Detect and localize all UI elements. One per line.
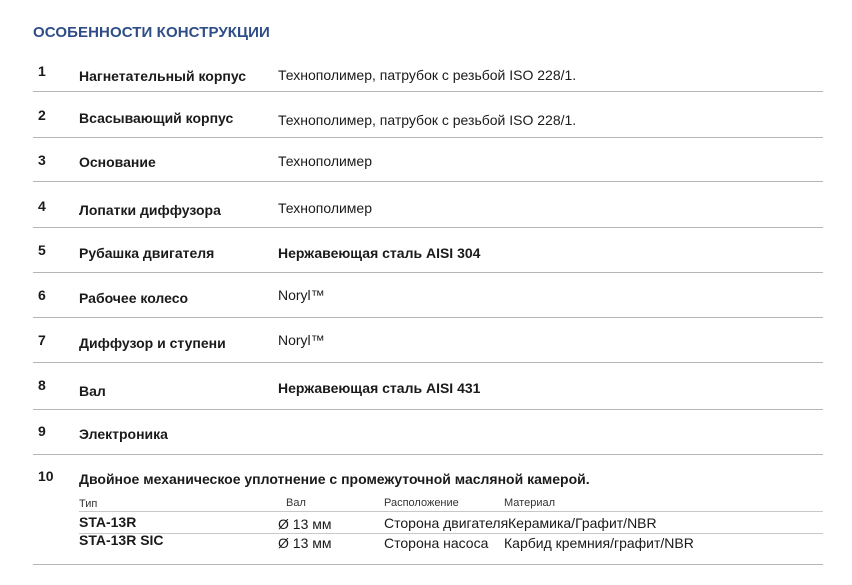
part-name: Лопатки диффузора [79,202,221,218]
row-divider [33,454,823,455]
seal-shaft: Ø 13 мм [278,535,332,551]
row-number: 2 [38,107,46,123]
part-name: Рубашка двигателя [79,245,215,261]
seal-header-material: Материал [504,497,555,509]
row-number: 10 [38,468,54,484]
table-bottom-divider [33,564,823,565]
seal-material: Карбид кремния/графит/NBR [504,535,694,551]
row-number: 6 [38,287,46,303]
seal-type: STA-13R SIC [79,532,164,548]
row-number: 3 [38,152,46,168]
part-material: Технополимер [278,200,373,216]
seal-header-shaft: Вал [286,497,306,509]
part-name: Всасывающий корпус [79,110,234,126]
row-number: 7 [38,332,46,348]
part-material: Нержавеющая сталь AISI 304 [278,245,481,261]
part-material: Технополимер, патрубок с резьбой ISO 228/1. [278,112,577,128]
seal-header-divider [79,511,823,512]
row-divider [33,181,823,182]
row-divider [33,409,823,410]
seal-row-divider [79,533,823,534]
part-name: Диффузор и ступени [79,335,226,351]
part-material: Технополимер, патрубок с резьбой ISO 228/1. [278,67,577,83]
part-material: Нержавеющая сталь AISI 431 [278,380,481,396]
row-divider [33,317,823,318]
row-divider [33,137,823,138]
row-number: 5 [38,242,46,258]
seal-type: STA-13R [79,514,137,530]
seal-position: Сторона двигателя [384,515,509,531]
row-number: 9 [38,423,46,439]
part-name: Электроника [79,426,168,442]
part-name: Вал [79,383,106,399]
row-number: 1 [38,63,46,79]
seal-material: Керамика/Графит/NBR [508,515,657,531]
section-heading: ОСОБЕННОСТИ КОНСТРУКЦИИ [33,24,270,41]
row-number: 4 [38,198,46,214]
row-divider [33,91,823,92]
part-name: Основание [79,154,156,170]
row-divider [33,227,823,228]
row-number: 8 [38,377,46,393]
seal-header-type: Тип [79,498,98,510]
row-divider [33,362,823,363]
part-material: Noryl™ [278,332,325,348]
seal-shaft: Ø 13 мм [278,516,332,532]
part-material: Noryl™ [278,287,325,303]
row-divider [33,272,823,273]
seal-title: Двойное механическое уплотнение с промежуточной масляной камерой. [79,471,590,487]
part-material: Технополимер [278,153,373,169]
part-name: Нагнетательный корпус [79,68,247,84]
part-name: Рабочее колесо [79,290,189,306]
seal-position: Сторона насоса [384,535,489,551]
seal-header-position: Расположение [384,497,459,509]
